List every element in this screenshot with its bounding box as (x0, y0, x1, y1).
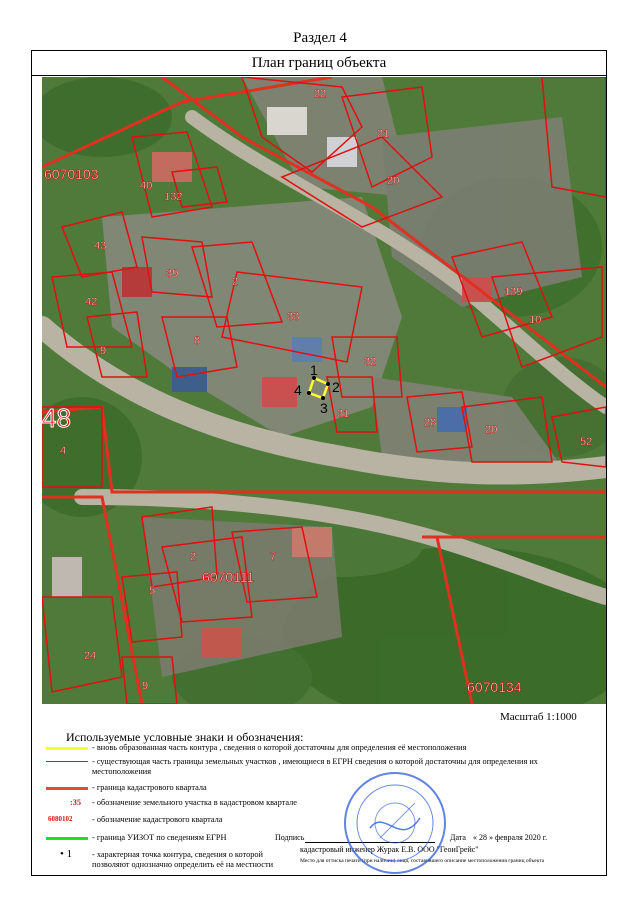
parcel-label: 7 (270, 551, 277, 563)
parcel-label: 8 (194, 335, 201, 347)
parcel-label: 21 (377, 128, 390, 140)
stamp-note: Место для оттиска печати (при наличии) лица, составившего описание местоположения границ объекта (300, 858, 545, 864)
parcel-label: 39 (166, 268, 179, 280)
quarter-label: 6070103 (44, 166, 99, 182)
parcel-label: 22 (314, 88, 327, 100)
legend-thick-orange-line (46, 787, 88, 790)
date-label: Дата (450, 833, 466, 842)
signature-label: Подпись (275, 833, 305, 842)
parcel-label: 20 (485, 424, 498, 436)
legend-thin-red-line (46, 761, 88, 762)
legend-green-line (46, 837, 88, 840)
quarter-label: 6070134 (467, 679, 522, 695)
legend-text: - вновь образованная часть контура , сведения о которой достаточны для определения её местоположения (92, 743, 467, 752)
date-value: « 28 » февраля 2020 г. (473, 833, 548, 842)
parcel-label: 139 (504, 286, 523, 298)
engineer-name: кадастровый инженер Журак Е.В. ООО "ГеоиГрейс" (300, 845, 479, 854)
point-label: 4 (294, 382, 302, 398)
cadastral-map (42, 77, 606, 704)
parcel-label: 52 (580, 436, 593, 448)
parcel-label: 10 (529, 314, 542, 326)
legend-yellow-line (46, 747, 88, 750)
parcel-label: 40 (140, 180, 153, 192)
point-label: 2 (332, 379, 340, 395)
legend-text: - граница кадастрового квартала (92, 783, 207, 792)
parcel-label: 42 (85, 296, 98, 308)
parcel-label: 31 (337, 408, 350, 420)
legend-text: - граница УИЗОТ по сведениям ЕГРН (92, 833, 227, 842)
parcel-label: 2 (190, 551, 197, 563)
legend-text: - характерная точка контура, сведения о которой позволяют однозначно определить её на местности (92, 850, 274, 869)
parcel-label: 43 (94, 240, 107, 252)
parcel-label: 132 (164, 191, 183, 203)
parcel-label: 4 (60, 445, 67, 457)
parcel-label: 24 (84, 650, 97, 662)
legend-symbol: 6080102 (48, 815, 73, 823)
legend-text: - обозначение кадастрового квартала (92, 815, 223, 824)
section-title: Раздел 4 (293, 30, 347, 46)
legend-text: - обозначение земельного участка в кадастровом квартале (92, 798, 297, 807)
parcel-label: 9 (142, 680, 149, 692)
parcel-label: 32 (364, 356, 377, 368)
parcel-label: 20 (387, 175, 400, 187)
legend-symbol: • 1 (60, 848, 73, 860)
seal-stamp (340, 768, 450, 878)
parcel-label: 5 (149, 585, 156, 597)
point-label: 1 (310, 362, 318, 378)
quarter-label: 48 (42, 403, 71, 433)
quarter-label: 6070111 (202, 569, 255, 585)
parcel-label: 28 (424, 417, 437, 429)
point-label: 3 (320, 400, 328, 416)
legend-title: Используемые условные знаки и обозначения: (66, 730, 304, 744)
map-scale: Масштаб 1:1000 (500, 711, 577, 723)
legend-text: - существующая часть границы земельных участков , имеющиеся в ЕГРН сведения о которой достаточны для определения их местоположения (92, 757, 538, 776)
parcel-label: 2 (232, 276, 239, 288)
parcel-label: 33 (287, 311, 300, 323)
legend-symbol: :35 (70, 798, 82, 807)
parcel-label: 9 (100, 345, 107, 357)
plan-title: План границ объекта (31, 50, 607, 76)
